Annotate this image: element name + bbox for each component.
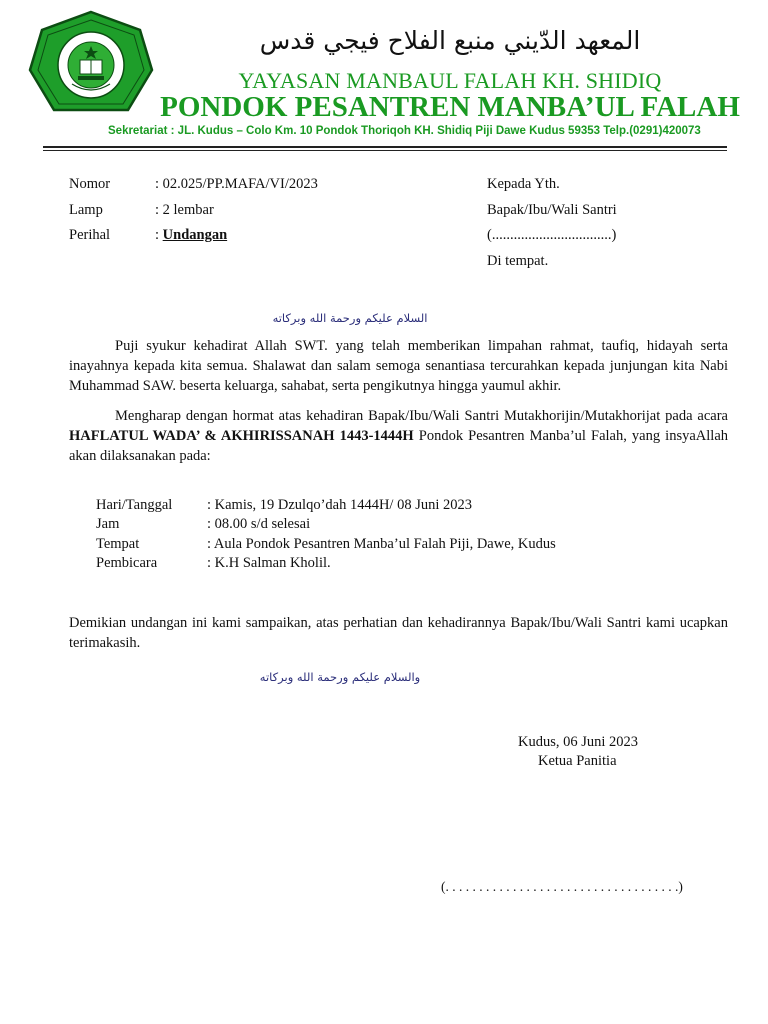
paragraph-closing: Demikian undangan ini kami sampaikan, atas perhatian dan kehadirannya Bapak/Ibu/Wali Santri kami ucapkan terimakasih. bbox=[69, 615, 728, 651]
detail-value-date: : Kamis, 19 Dzulqo’dah 1444H/ 08 Juni 2023 bbox=[207, 497, 473, 513]
recipient-line-3: (.................................) bbox=[487, 227, 617, 243]
detail-label-place: Tempat bbox=[96, 536, 140, 552]
paragraph-opening bbox=[69, 336, 728, 396]
pesantren-logo bbox=[28, 10, 154, 118]
recipient-line-1: Kepada Yth. bbox=[487, 176, 560, 192]
arabic-institution-name: المعهد الدّيني منبع الفلاح فيجي قدس bbox=[259, 26, 641, 55]
foundation-name: YAYASAN MANBAUL FALAH KH. SHIDIQ bbox=[238, 68, 662, 93]
signature-place-date: Kudus, 06 Juni 2023 bbox=[518, 734, 639, 750]
institution-name: PONDOK PESANTREN MANBA’UL FALAH bbox=[160, 91, 740, 123]
perihal-label: Perihal bbox=[69, 227, 111, 243]
invitation-text-b: Pondok Pesantren Manba’ul Falah, yang insyaAllah akan dilaksanakan pada: bbox=[69, 428, 729, 464]
detail-value-place: : Aula Pondok Pesantren Manba’ul Falah Piji, Dawe, Kudus bbox=[207, 536, 556, 552]
paragraph-opening-text: Puji syukur kehadirat Allah SWT. yang telah memberikan limpahan rahmat, taufiq, hidayah serta inayahnya kepada kita semua. Shalawat dan salam semoga senantiasa tercurahkan kepada junjungan kita Nabi Muhammad SAW. beserta keluarga, sahabat, serta pengikutnya hingga yaumul akhir. bbox=[69, 338, 728, 394]
salam-closing: والسلام عليكم ورحمة الله وبركاته bbox=[259, 670, 421, 684]
recipient-line-4: Di tempat. bbox=[487, 253, 549, 269]
signature-role: Ketua Panitia bbox=[538, 753, 617, 769]
paragraph-invitation bbox=[69, 406, 728, 466]
letterhead-divider-thick bbox=[43, 146, 727, 148]
detail-label-speaker: Pembicara bbox=[96, 555, 158, 571]
secretariat-address: Sekretariat : JL. Kudus – Colo Km. 10 Pondok Thoriqoh KH. Shidiq Piji Dawe Kudus 59353 Telp.(0291)420073 bbox=[108, 125, 701, 137]
perihal-colon: : bbox=[155, 227, 163, 243]
detail-value-speaker: : K.H Salman Kholil. bbox=[207, 555, 331, 571]
detail-label-time: Jam bbox=[96, 516, 120, 532]
detail-value-time: : 08.00 s/d selesai bbox=[207, 516, 311, 532]
invitation-text-a: Mengharap dengan hormat atas kehadiran Bapak/Ibu/Wali Santri Mutakhorijin/Mutakhorijat pada acara bbox=[115, 408, 728, 424]
detail-label-date: Hari/Tanggal bbox=[96, 497, 173, 513]
recipient-line-2: Bapak/Ibu/Wali Santri bbox=[487, 202, 617, 218]
lamp-value: : 2 lembar bbox=[155, 202, 214, 218]
letterhead-divider-thin bbox=[43, 150, 727, 151]
perihal-subject: Undangan bbox=[162, 227, 228, 243]
nomor-value: : 02.025/PP.MAFA/VI/2023 bbox=[155, 176, 318, 192]
perihal-value-row bbox=[155, 227, 227, 244]
lamp-label: Lamp bbox=[69, 202, 103, 218]
salam-opening: السلام عليكم ورحمة الله وبركاته bbox=[272, 311, 428, 325]
signature-name-placeholder: (. . . . . . . . . . . . . . . . . . . . . . . . . . . . . . . . . . .) bbox=[441, 879, 683, 894]
nomor-label: Nomor bbox=[69, 176, 111, 192]
event-name: HAFLATUL WADA’ & AKHIRISSANAH 1443-1444H bbox=[69, 428, 414, 444]
